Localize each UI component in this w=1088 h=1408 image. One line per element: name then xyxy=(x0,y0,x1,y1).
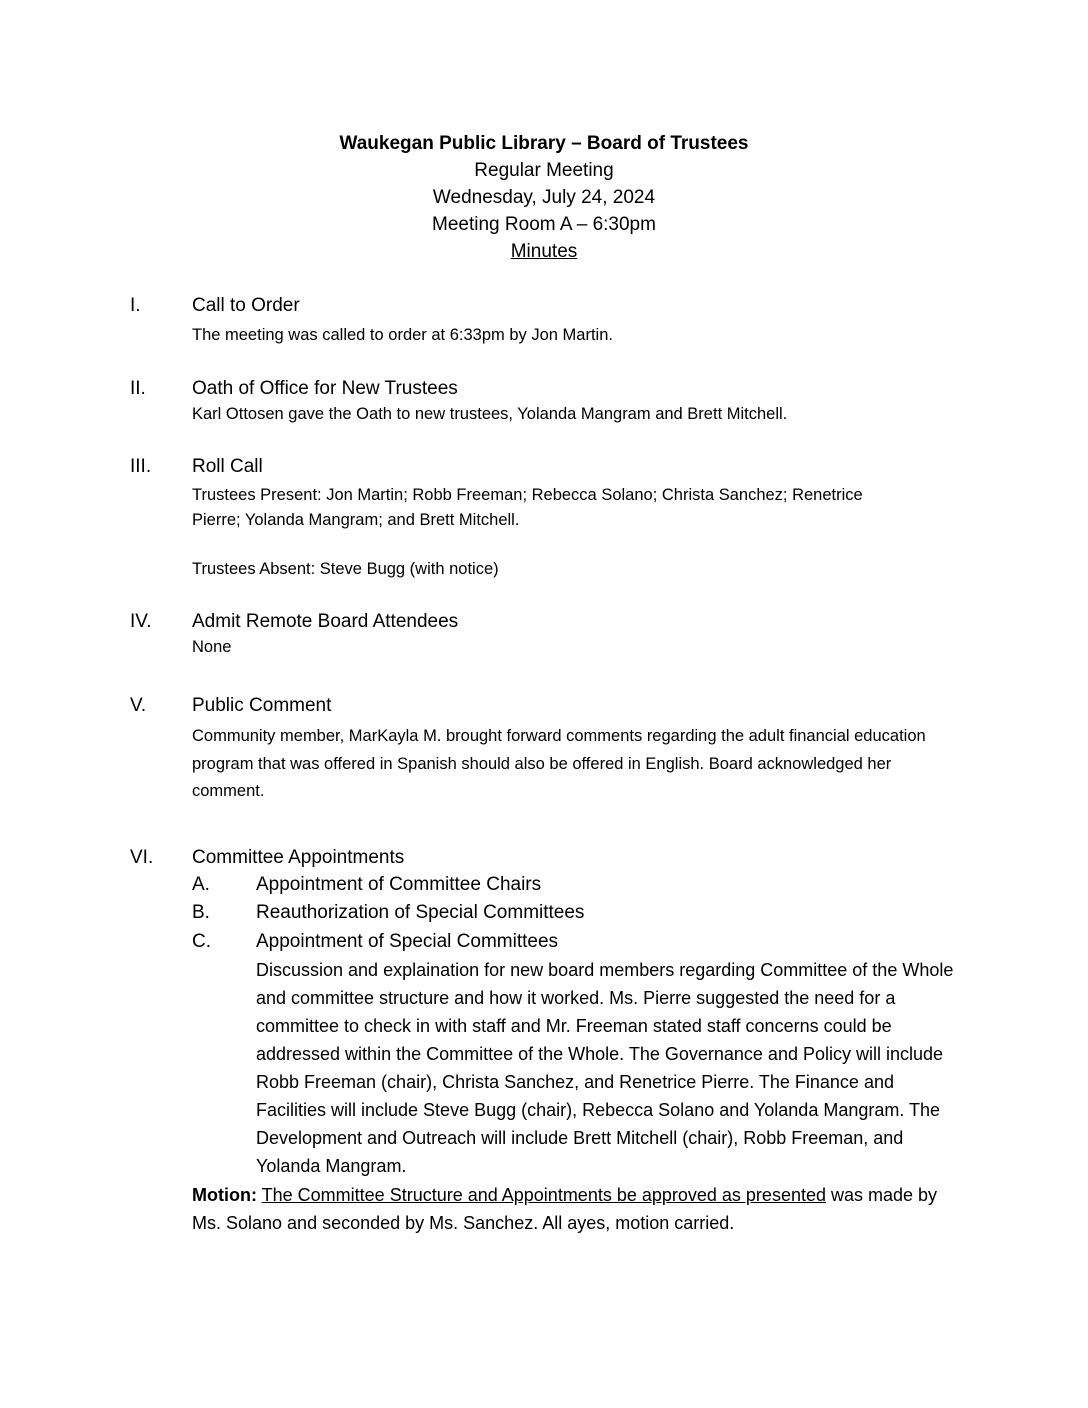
item-letter: A. xyxy=(192,874,210,895)
item-text: Appointment of Special Committees xyxy=(256,931,559,952)
trustees-absent: Trustees Absent: Steve Bugg (with notice) xyxy=(192,560,499,578)
meeting-date: Wednesday, July 24, 2024 xyxy=(432,187,656,208)
item-text: Appointment of Committee Chairs xyxy=(256,874,542,895)
section-body: The meeting was called to order at 6:33pm by Jon Martin. xyxy=(192,326,613,344)
section-body: Karl Ottosen gave the Oath to new trustees, Yolanda Mangram and Brett Mitchell. xyxy=(192,405,788,423)
section-number: VI. xyxy=(130,847,154,868)
meeting-type: Regular Meeting xyxy=(474,160,614,181)
item-letter: B. xyxy=(192,902,210,923)
section-number: IV. xyxy=(130,611,152,632)
section-heading: Call to Order xyxy=(192,295,300,316)
document-header xyxy=(0,130,1088,265)
motion-text: The Committee Structure and Appointments be approved as presented xyxy=(261,1185,826,1205)
section-number: II. xyxy=(130,378,146,399)
meeting-location: Meeting Room A – 6:30pm xyxy=(432,214,656,235)
section-number: I. xyxy=(130,295,141,316)
motion-label: Motion: xyxy=(192,1185,257,1205)
section-heading: Admit Remote Board Attendees xyxy=(192,611,459,632)
section-body: None xyxy=(192,638,232,656)
section-heading: Public Comment xyxy=(192,695,332,716)
item-letter: C. xyxy=(192,931,211,952)
document-title: Waukegan Public Library – Board of Trustees xyxy=(339,133,749,154)
document-label: Minutes xyxy=(510,241,578,262)
committee-discussion: Discussion and explaination for new board members regarding Committee of the Whole and committee structure and how it worked. Ms. Pierre suggested the need for a committee to check in with staff and Mr. Freeman stated staff concerns could be addressed within the Committee of the Whole. The Governance and Policy will include Robb Freeman (chair), Christa Sanchez, and Renetrice Pierre. The Finance and Facilities will include Steve Bugg (chair), Rebecca Solano and Yolanda Mangram. The Development and Outreach will include Brett Mitchell (chair), Robb Freeman, and Yolanda Mangram. xyxy=(256,960,954,1176)
section-number: V. xyxy=(130,695,147,716)
section-heading: Committee Appointments xyxy=(192,847,405,868)
section-heading: Oath of Office for New Trustees xyxy=(192,378,458,399)
motion-paragraph xyxy=(192,1181,952,1237)
trustees-present: Trustees Present: Jon Martin; Robb Freeman; Rebecca Solano; Christa Sanchez; Renetrice Pierre; Yolanda Mangram; and Brett Mitchell. xyxy=(192,486,863,529)
section-number: III. xyxy=(130,456,152,477)
motion-result: was made by Ms. Solano and seconded by Ms. Sanchez. All ayes, motion carried. xyxy=(192,1185,938,1233)
section-heading: Roll Call xyxy=(192,456,263,477)
section-body: Community member, MarKayla M. brought forward comments regarding the adult financial education program that was offered in Spanish should also be offered in English. Board acknowledged her comment. xyxy=(192,727,926,800)
item-text: Reauthorization of Special Committees xyxy=(256,902,585,923)
